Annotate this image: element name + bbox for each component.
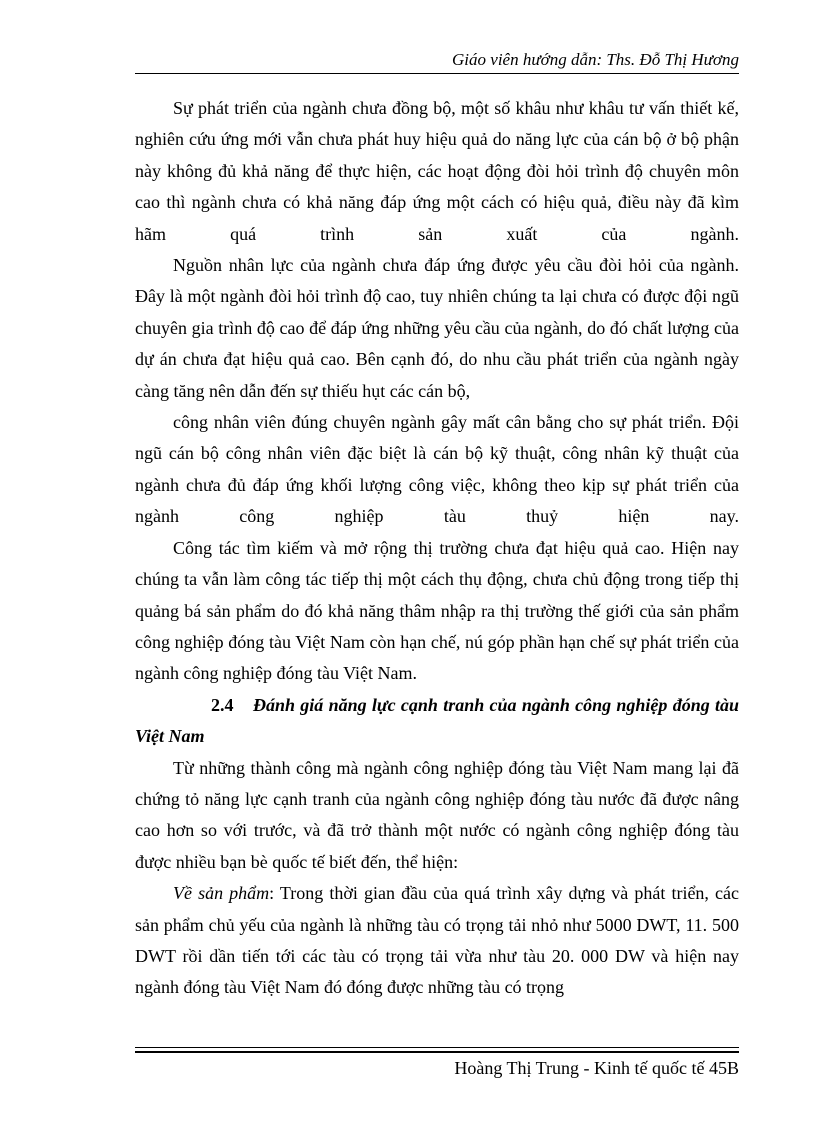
page-footer: Hoàng Thị Trung - Kinh tế quốc tế 45B — [454, 1058, 739, 1078]
paragraph-1: Sự phát triển của ngành chưa đồng bộ, một số khâu như khâu tư vấn thiết kế, nghiên cứu ứng mới vẫn chưa phát huy hiệu quả do năng lực của cán bộ ở bộ phận này không đủ khả năng để thực hiện, các hoạt động đòi hỏi trình độ chuyên môn cao thì ngành chưa có khả năng đáp ứng một cách có hiệu quả, điều này đã kìm hãm quá trình sản xuất của ngành. — [135, 98, 739, 244]
paragraph-3: công nhân viên đúng chuyên ngành gây mất cân bằng cho sự phát triển. Đội ngũ cán bộ công nhân viên đặc biệt là cán bộ kỹ thuật, công nhân kỹ thuật của ngành chưa đủ đáp ứng khối lượng công việc, không theo kịp sự phát triển của ngành công nghiệp tàu thuỷ hiện nay. — [135, 412, 739, 527]
section-number: 2.4 — [211, 694, 234, 715]
document-body — [135, 93, 739, 1004]
footer-divider-thick — [135, 1051, 739, 1053]
paragraph-4: Công tác tìm kiếm và mở rộng thị trường chưa đạt hiệu quả cao. Hiện nay chúng ta vẫn làm công tác tiếp thị một cách thụ động, chưa chủ động trong tiếp thị quảng bá sản phẩm do đó khả năng thâm nhập ra thị trường thế giới của sản phẩm công nghiệp đóng tàu Việt Nam còn hạn chế, nú góp phần hạn chế sự phát triển của ngành công nghiệp đóng tàu Việt Nam. — [135, 537, 739, 684]
paragraph-6 — [135, 878, 739, 1004]
section-title: Đánh giá năng lực cạnh tranh của ngành công nghiệp đóng tàu Việt Nam — [135, 694, 739, 747]
page-header: Giáo viên hướng dẫn: Ths. Đỗ Thị Hương — [452, 50, 739, 69]
paragraph-6-lead: Về sản phẩm — [173, 883, 270, 904]
footer-divider-thin — [135, 1047, 739, 1048]
paragraph-6-rest: : Trong thời gian đầu của quá trình xây dựng và phát triển, các sản phẩm chủ yếu của ngành là những tàu có trọng tải nhỏ như 5000 DWT, 11. 500 DWT rồi dần tiến tới các tàu có trọng tải vừa như tàu 20. 000 DW và hiện nay ngành đóng tàu Việt Nam đó đóng được những tàu có trọng — [135, 883, 739, 998]
section-heading — [135, 690, 739, 753]
paragraph-2: Nguồn nhân lực của ngành chưa đáp ứng được yêu cầu đòi hỏi của ngành. Đây là một ngành đòi hỏi trình độ cao, tuy nhiên chúng ta lại chưa có được đội ngũ chuyên gia trình độ cao để đáp ứng những yêu cầu của ngành, do đó chất lượng của dự án chưa đạt hiệu quả cao. Bên cạnh đó, do nhu cầu phát triển của ngành ngày càng tăng nên dẫn đến sự thiếu hụt các cán bộ, — [135, 255, 739, 401]
header-divider — [135, 73, 739, 74]
paragraph-5: Từ những thành công mà ngành công nghiệp đóng tàu Việt Nam mang lại đã chứng tỏ năng lực cạnh tranh của ngành công nghiệp đóng tàu nước đã được nâng cao hơn so với trước, và đã trở thành một nước có ngành công nghiệp đóng tàu được nhiều bạn bè quốc tế biết đến, thể hiện: — [135, 757, 739, 872]
